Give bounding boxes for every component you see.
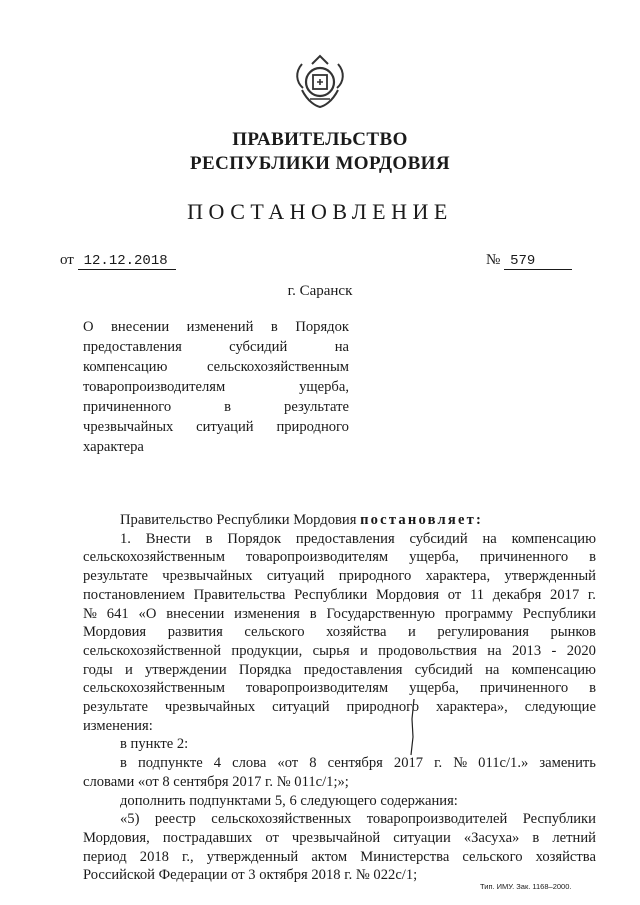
org-name-line1: ПРАВИТЕЛЬСТВО (232, 129, 408, 150)
title-line: предоставления субсидий на (83, 339, 349, 355)
body-line: Российской Федерации от 3 октября 2018 г. № 022с/1; (83, 867, 418, 884)
document-title (83, 317, 349, 457)
body-line: сельскохозяйственным товаропроизводителям ущерба, причиненного в (83, 549, 596, 566)
body-line: изменения: (83, 717, 153, 734)
city: г. Саранск (287, 283, 353, 299)
body-line: сельскохозяйственным товаропроизводителям ущерба, причиненного в (83, 680, 596, 697)
body-line: дополнить подпунктами 5, 6 следующего содержания: (120, 792, 458, 809)
number-value: 579 (504, 253, 572, 270)
body-line: период 2018 г., утвержденный актом Министерства сельского хозяйства (83, 848, 596, 865)
date-value: 12.12.2018 (78, 253, 176, 270)
body-line: «5) реестр сельскохозяйственных товаропроизводителей Республики (120, 811, 596, 828)
body-line: в подпункте 4 слова «от 8 сентября 2017 г. № 011с/1.» заменить (120, 755, 596, 772)
number-prefix: № (486, 252, 501, 268)
body-line: сельскохозяйственной продукции, сырья и продовольствия на 2013 - 2020 (83, 642, 596, 659)
body-intro: Правительство Республики Мордовия постановляет: (120, 512, 484, 528)
date-field (60, 252, 176, 270)
body-line: Мордовия, пострадавших от чрезвычайной ситуации «Засуха» в летний (83, 829, 596, 846)
title-line: причиненного в результате (83, 399, 349, 415)
body-line: в пункте 2: (120, 736, 189, 753)
title-line: компенсацию сельскохозяйственным (83, 359, 349, 375)
document-body (83, 511, 596, 885)
body-line: годы и утверждении Порядка предоставления субсидий на компенсацию (83, 661, 596, 678)
title-line: характера (83, 439, 144, 455)
body-line: результате чрезвычайных ситуаций природного характера», следующие (83, 699, 596, 716)
title-line: О внесении изменений в Порядок (83, 319, 349, 335)
title-line: чрезвычайных ситуаций природного (83, 419, 349, 435)
printer-footer: Тип. ИМУ. Зак. 1168–2000. (480, 882, 572, 891)
date-prefix: от (60, 252, 74, 268)
body-line: № 641 «О внесении изменения в Государственную программу Республики (83, 605, 596, 622)
body-line: 1. Внести в Порядок предоставления субсидий на компенсацию (120, 530, 596, 547)
resolves-word: постановляет: (360, 512, 484, 528)
pen-mark (405, 697, 419, 757)
org-name-line2: РЕСПУБЛИКИ МОРДОВИЯ (190, 153, 450, 174)
body-line: Мордовия развития сельского хозяйства и регулирования рынков (83, 624, 596, 641)
document-type: ПОСТАНОВЛЕНИЕ (187, 199, 453, 224)
title-line: товаропроизводителям ущерба, (83, 379, 349, 395)
body-line: постановлением Правительства Республики Мордовия от 11 декабря 2017 г. (83, 586, 596, 603)
coat-of-arms-emblem (290, 52, 350, 114)
body-line: результате чрезвычайных ситуаций природного характера, утвержденный (83, 568, 596, 585)
body-line: словами «от 8 сентября 2017 г. № 011с/1;»; (83, 773, 349, 790)
number-field (486, 252, 572, 270)
